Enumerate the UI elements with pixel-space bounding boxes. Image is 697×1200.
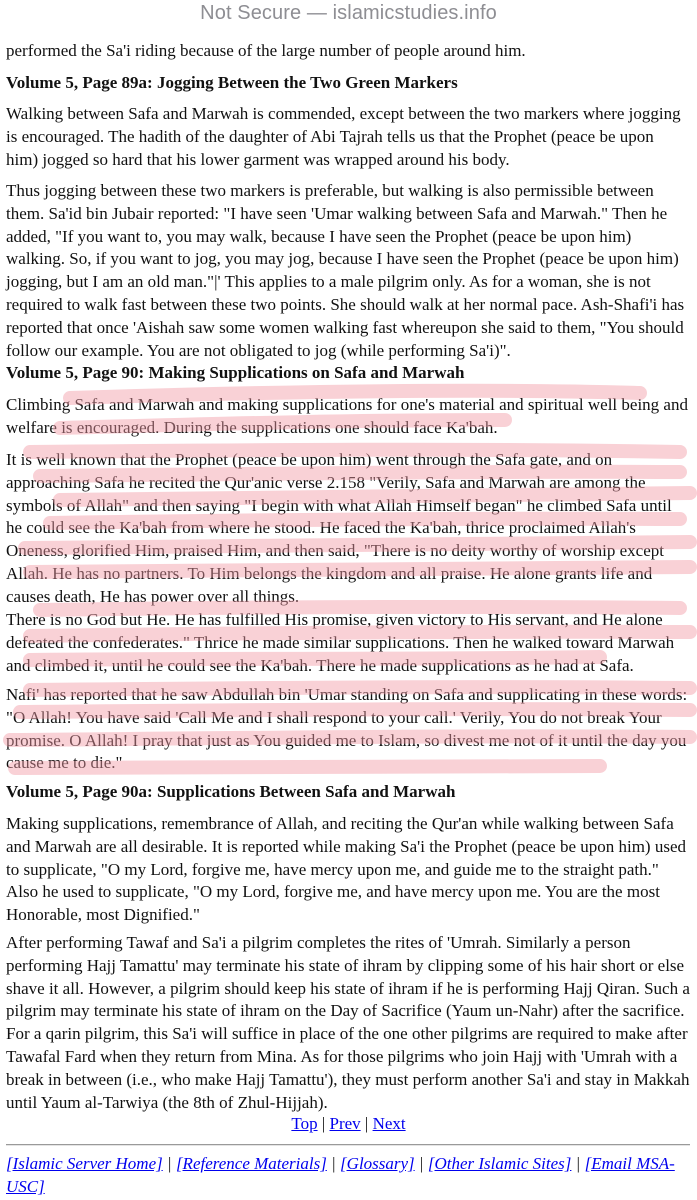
footer-divider	[6, 1144, 690, 1146]
paragraph-90-3: There is no God but He. He has fulfilled His promise, given victory to His servant, and He alone defeated the confederates." Thrice he made similar supplications. Then he walked toward Marwah and climbed it, until he could see the Ka'bah. There he made supplications as he had at Safa.	[6, 610, 675, 675]
nav-separator: |	[360, 1114, 373, 1133]
footer-link-glossary[interactable]: [Glossary]	[340, 1154, 415, 1173]
browser-address-bar[interactable]	[0, 0, 697, 26]
footer-separator: |	[326, 1154, 341, 1173]
footer-links	[6, 1153, 690, 1199]
paragraph-top: performed the Sa'i riding because of the large number of people around him.	[6, 41, 526, 60]
nav-top-link[interactable]: Top	[291, 1114, 318, 1133]
nav-separator: |	[317, 1114, 330, 1133]
footer-link-islamic-server-home[interactable]: [Islamic Server Home]	[6, 1154, 163, 1173]
heading-page-89a: Volume 5, Page 89a: Jogging Between the Two Green Markers	[6, 73, 458, 92]
paragraph-90-2: It is well known that the Prophet (peace be upon him) went through the Safa gate, and on approaching Safa he recited the Qur'anic verse 2.158 "Verily, Safa and Marwah are among the symbols of Allah" and then saying "I begin with what Allah Himself began" he climbed Safa until he could see the Ka'bah from where he stood. He faced the Ka'bah, thrice proclaimed Allah's Oneness, glorified Him, praised Him, and then said, "There is no deity worthy of worship except Allah. He has no partners. To Him belongs the kingdom and all praise. He alone grants life and causes death, He has power over all things.	[6, 450, 672, 606]
paragraph-90-4: Nafi' has reported that he saw Abdullah bin 'Umar standing on Safa and supplicating in these words: "O Allah! You have said 'Call Me and I shall respond to your call.' Verily, You do not break Your promise. O Allah! I pray that just as You guided me to Islam, so divest me not of it until the day you cause me to die."	[6, 685, 688, 773]
paragraph-90a-2: After performing Tawaf and Sa'i a pilgrim completes the rites of 'Umrah. Similarly a person performing Hajj Tamattu' may terminate his state of ihram by clipping some of his hair short or else shave it all. However, a pilgrim should keep his state of ihram if he is performing Hajj Qiran. Such a pilgrim may terminate his state of ihram on the Day of Sacrifice (Yaum un-Nahr) after the sacrifice. For a qarin pilgrim, this Sa'i will suffice in place of the one other pilgrims are required to make after Tawafal Fard when they return from Mina. As for those pilgrims who join Hajj with 'Umrah with a break in between (i.e., who make Hajj Tamattu'), they must perform another Sa'i and stay in Makkah until Yaum al-Tarwiya (the 8th of Zhul-Hijjah).	[6, 933, 690, 1112]
paragraph-90-1: Climbing Safa and Marwah and making supplications for one's material and spiritual well being and welfare is encouraged. During the supplications one should face Ka'bah.	[6, 395, 688, 437]
footer-separator: |	[571, 1154, 585, 1173]
paragraph-89a-1: Walking between Safa and Marwah is commended, except between the two markers where jogging is encouraged. The hadith of the daughter of Abi Tajrah tells us that the Prophet (peace be upon him) jogged so hard that his lower garment was wrapped around his body.	[6, 104, 681, 169]
footer-separator: |	[414, 1154, 428, 1173]
heading-page-90a: Volume 5, Page 90a: Supplications Between Safa and Marwah	[6, 782, 456, 801]
footer-link-email-msa-usc[interactable]: [Email MSA-USC]	[6, 1154, 675, 1196]
nav-next-link[interactable]: Next	[372, 1114, 406, 1133]
heading-page-90: Volume 5, Page 90: Making Supplications on Safa and Marwah	[6, 363, 465, 382]
page-navigation	[0, 1113, 697, 1136]
nav-prev-link[interactable]: Prev	[329, 1114, 361, 1133]
paragraph-90a-1: Making supplications, remembrance of Allah, and reciting the Qur'an while walking between Safa and Marwah are all desirable. It is reported while making Sa'i the Prophet (peace be upon him) used to supplicate, "O my Lord, forgive me, have mercy upon me, and guide me to the straight path." Also he used to supplicate, "O my Lord, forgive me, and have mercy upon me. You are the most Honorable, most Dignified."	[6, 814, 687, 925]
footer-link-reference-materials[interactable]: [Reference Materials]	[175, 1154, 327, 1173]
footer-link-other-islamic-sites[interactable]: [Other Islamic Sites]	[427, 1154, 572, 1173]
footer-separator: |	[162, 1154, 176, 1173]
paragraph-89a-2: Thus jogging between these two markers is preferable, but walking is also permissible between them. Sa'id bin Jubair reported: "I have seen 'Umar walking between Safa and Marwah." Then he added, "If you want to, you may walk, because I have seen the Prophet (peace be upon him) walking. So, if you want to jog, you may jog, because I have seen the Prophet (peace be upon him) jogging, but I am an old man."|' This applies to a male pilgrim only. As for a woman, she is not required to walk fast between these two points. She should walk at her normal pace. Ash-Shafi'i has reported that once 'Aishah saw some women walking fast whereupon she said to them, "You should follow our example. You are not obligated to jog (while performing Sa'i)".	[6, 181, 685, 360]
address-text[interactable]: Not Secure — islamicstudies.info	[200, 2, 497, 24]
